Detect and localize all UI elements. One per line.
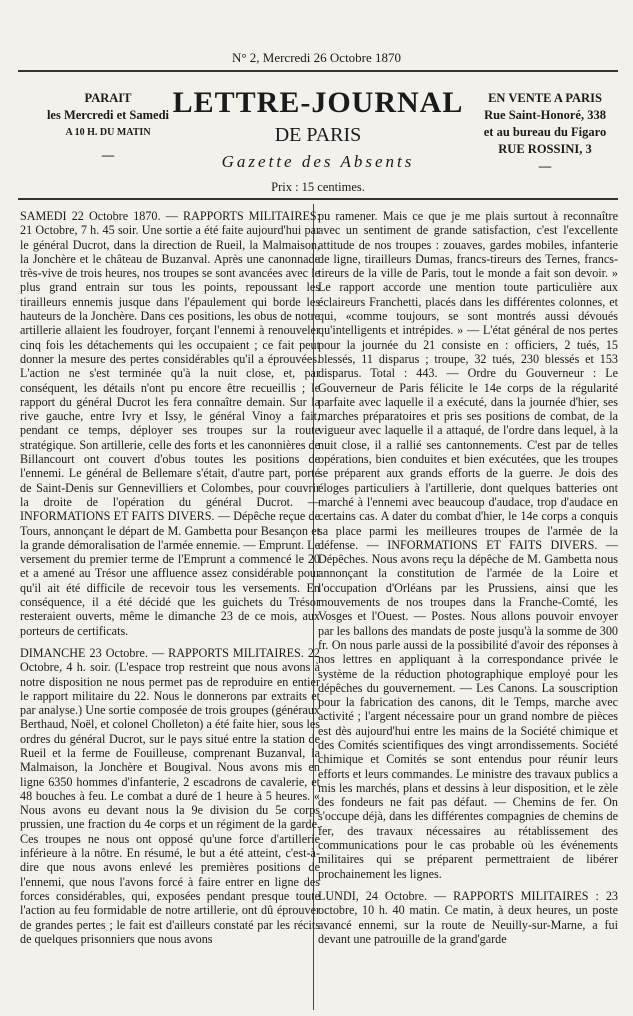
sales-line-1: EN VENTE A PARIS bbox=[488, 91, 602, 105]
sales-line-2: Rue Saint-Honoré, 338 bbox=[484, 108, 606, 122]
article-saturday: SAMEDI 22 Octobre 1870. — RAPPORTS MILITAIRES: 21 Octobre, 7 h. 45 soir. Une sortie a été faite aujourd'hui par le général Ducrot, dans la direction de Rueil, la Malmaison, la Jonchère et le château de Buzanval. Après une canonnade très-vive de trois heures, nos troupes se sont avancées avec le plus grand entrain sur tous les points, repoussant les tirailleurs ennemis jusque dans l'épaulement qui borde les hauteurs de la Jonchère. Dans ces positions, les obus de notre artillerie allaient les foudroyer, forçant l'ennemi à renouveler cinq fois les détachements qui les occupaient ; ce fait peut donner la mesure des pertes considérables qu'il a éprouvées. L'action ne s'est terminée qu'à la nuit close, et, par conséquent, les détails n'ont pu encore être recueillis ; le rapport du général Ducrot les fera connaître demain. Sur la rive gauche, entre Ivry et Issy, le général Vinoy a fait, pendant ce temps, déployer ses troupes sur la route stratégique. Son artillerie, celle des forts et les canonnières de Billancourt ont couvert d'obus toutes les positions de l'ennemi. Le général de Bellemare s'était, d'autre part, porté de Saint-Denis sur Gennevilliers et Colombes, pour couvrir la droite de l'opération du général Ducrot. — INFORMATIONS ET FAITS DIVERS. — Dépêche reçue de Tours, annonçant le départ de M. Gambetta pour Besançon et la grande démoralisation de l'armée ennemie. — Emprunt. Le versement du premier terme de l'Emprunt a commencé le 20 et a amené au Trésor une affluence assez considérable pour qu'il ait été difficile de recevoir tous les versements. En conséquence, il a été décidé que les guichets du Trésor resteraient ouverts, même le dimanche 23 de ce mois, aux porteurs de certificats. bbox=[20, 209, 320, 638]
schedule-line-1: PARAIT bbox=[84, 91, 132, 105]
schedule-dash: — bbox=[101, 148, 115, 162]
masthead-subtitle: DE PARIS bbox=[274, 124, 362, 146]
article-sunday-continued: pu ramener. Mais ce que je me plais surtout à reconnaître avec un sentiment de grande satisfaction, c'est l'excellente attitude de nos troupes : zouaves, gardes mobiles, infanterie de ligne, tirailleurs Dumas, francs-tireurs des Ternes, francs-tireurs de la ville de Paris, tout le monde a fait son devoir. » Le rapport accorde une mention toute particulière aux éclaireurs Franchetti, placés dans les différentes colonnes, et qui, «comme toujours, se sont montrés aussi dévoués qu'intelligents et intrépides. » — L'état général de nos pertes pour la journée du 21 consiste en : officiers, 2 tués, 15 blessés, 11 disparus ; troupe, 32 tués, 230 blessés et 153 disparus. Total : 443. — Ordre du Gouverneur : Le Gouverneur de Paris félicite le 14e corps de la régularité parfaite avec laquelle il a exécuté, dans la journée d'hier, ses marches préparatoires et pris ses positions de combat, de la vigueur avec laquelle il a attaqué, de l'ordre dans lequel, à la nuit close, il a rallié ses cantonnements. C'est par de telles opérations, bien conduites et bien exécutées, que les troupes se préparent aux grands efforts de la guerre. Je dois des éloges particuliers à l'artillerie, dont quelques batteries ont marché à l'ennemi avec beaucoup d'audace, trop d'audace en certains cas. A dater du combat d'hier, le 14e corps a conquis sa place parmi les meilleures troupes de l'armée de la défense. — INFORMATIONS ET FAITS DIVERS. — Dépêches. Nous avons reçu la dépêche de M. Gambetta nous annonçant la constitution de l'armée de la Loire et l'occupation d'Orléans par les Prussiens, ainsi que les mouvements de nos troupes dans la Franche-Comté, les Vosges et l'Ouest. — Postes. Nous allons pouvoir envoyer par les ballons des mandats de poste jusqu'à la somme de 300 fr. On nous parle aussi de la possibilité d'avoir des réponses à nos lettres en appliquant à la correspondance privée le système de la réduction photographique employé pour les dépêches du gouvernement. — Les Canons. La souscription pour la fabrication des canons, dit le Temps, marche avec activité ; l'argent nécessaire pour un grand nombre de pièces est dès aujourd'hui entre les mains de la Société chimique et des Comités scientifiques des vingt arrondissements. Société chimique et Comités se sont entendus pour réunir leurs efforts et leurs commandes. Le ministre des travaux publics a mis les marchés, plans et dessins à leur disposition, et le zèle des fondeurs ne fait pas défaut. — Chemins de fer. On s'occupe déjà, dans les différentes compagnies de chemins de fer, des travaux nécessaires au rétablissement des communications pour le cas probable où les événements militaires qui se préparent permettraient de libérer prochainement les lignes. bbox=[318, 209, 618, 881]
sales-line-3: et au bureau du Figaro bbox=[483, 125, 607, 139]
schedule-line-2: les Mercredi et Samedi bbox=[46, 108, 170, 122]
article-monday: LUNDI, 24 Octobre. — RAPPORTS MILITAIRES : 23 octobre, 10 h. 40 matin. Ce matin, à deux heures, un poste avancé ennemi, sur la route de Neuilly-sur-Marne, a fui devant une patrouille de la grand'garde bbox=[318, 888, 618, 946]
sales-line-4: RUE ROSSINI, 3 bbox=[498, 142, 592, 156]
price: Prix : 15 centimes. bbox=[271, 180, 365, 194]
schedule-line-3: A 10 H. DU MATIN bbox=[65, 127, 151, 138]
issue-line: N° 2, Mercredi 26 Octobre 1870 bbox=[231, 50, 402, 65]
sales-dash: — bbox=[538, 159, 552, 173]
sales-info bbox=[460, 90, 630, 175]
masthead-title: LETTRE-JOURNAL bbox=[172, 86, 464, 119]
masthead-tagline: Gazette des Absents bbox=[221, 152, 415, 171]
article-sunday: DIMANCHE 23 Octobre. — RAPPORTS MILITAIRES. 22 Octobre, 4 h. soir. (L'espace trop restreint que nous avons à notre disposition ne nous permet pas de reproduire en entier le rapport militaire du 22. Nous le donnerons par extraits et par analyse.) Une sortie composée de trois groupes (généraux Berthaud, Noël, et colonel Cholleton) a été faite hier, sous les ordres du général Ducrot, sur le pays situé entre la station de Rueil et la ferme de Fouilleuse, comprenant Buzanval, la Malmaison, la Jonchère et Bougival. Nous avons mis en ligne 6350 hommes d'infanterie, 2 escadrons de cavalerie, et 48 bouches à feu. Le combat a duré de 1 heure à 5 heures. « Nous avons eu devant nous la 9e division du 5e corps prussien, une fraction du 4e corps et un régiment de la garde. Ces troupes ne nous ont opposé qu'une force d'artillerie inférieure à la nôtre. En résumé, le but a été atteint, c'est-à-dire que nous avons enlevé les premières positions de l'ennemi, que nous l'avons forcé à faire entrer en ligne des forces considérables, qui, exposées pendant presque toute l'action au feu formidable de notre artillerie, ont dû éprouver de grandes pertes ; le fait est d'ailleurs constaté par les récits de quelques prisonniers que nous avons bbox=[20, 645, 320, 946]
left-column bbox=[20, 209, 320, 1009]
publication-schedule bbox=[38, 90, 178, 164]
right-column bbox=[318, 209, 618, 1009]
header-rule bbox=[18, 198, 618, 200]
top-rule bbox=[18, 70, 618, 72]
